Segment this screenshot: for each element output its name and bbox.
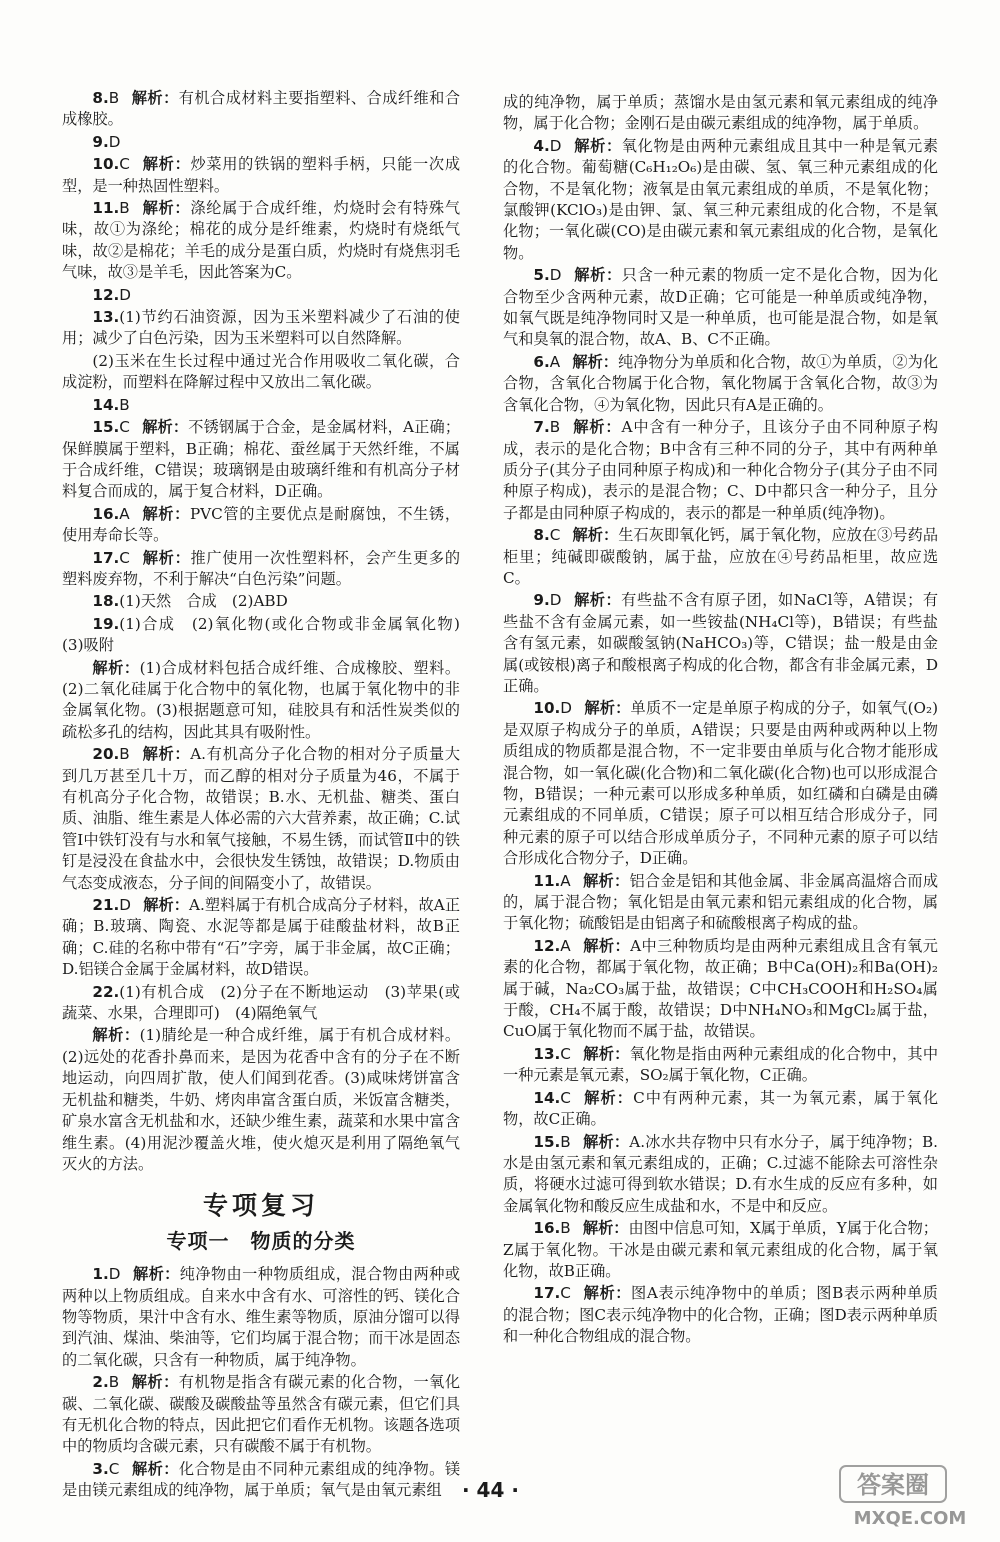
item-text: 纯净物由一种物质组成，混合物由两种或两种以上物质组成。自来水中含有水、可溶性的钙、镁化合物等物质，果汁中含有水、维生素等物质，原油分馏可以得到汽油、煤油、柴油等，它们均属于混合物；而干冰是固态的二氧化碳，只含有一种物质，属于纯净物。 bbox=[62, 1265, 461, 1369]
answer-item bbox=[503, 136, 938, 264]
item-text: A中三种物质均是由两种元素组成且含有氧元素的化合物，都属于氧化物，故正确；B中Ca(OH)₂和Ba(OH)₂属于碱，Na₂CO₃属于盐，故错误；C中CH₃COOH和H₂SO₄属于酸，CH₄不属于酸，故错误；D中NH₄NO₃和MgCl₂属于盐，CuO属于氧化物而不属于盐，故错误。 bbox=[503, 936, 938, 1041]
item-answer: C bbox=[549, 526, 561, 545]
answer-item bbox=[62, 154, 460, 197]
item-answer: C bbox=[108, 1459, 120, 1478]
item-answer: D bbox=[108, 132, 121, 151]
item-label: 解析： bbox=[573, 591, 622, 610]
section-title: 专项复习 bbox=[202, 1191, 319, 1221]
item-text: 有机合成材料主要指塑料、合成纤维和合成橡胶。 bbox=[62, 89, 461, 129]
item-number: 17. bbox=[92, 548, 120, 567]
answer-item bbox=[503, 1218, 938, 1282]
item-number: 12. bbox=[92, 285, 120, 304]
item-number: 9. bbox=[533, 591, 550, 610]
answer-item bbox=[62, 88, 460, 131]
item-text: PVC管的主要优点是耐腐蚀，不生锈，使用寿命长等。 bbox=[62, 504, 461, 545]
item-label: 解析： bbox=[92, 658, 140, 677]
item-text: 化合物是由不同种元素组成的纯净物。镁是由镁元素组成的纯净物，属于单质；氧气是由氧元素组 bbox=[62, 1459, 461, 1500]
item-text: A.有机高分子化合物的相对分子质量大到几万甚至几十万，而乙醇的相对分子质量为46，不属于有机高分子化合物，故错误；B.水、无机盐、糖类、蛋白质、油脂、维生素是人体必需的六大营养素，故正确；C.试管Ⅰ中铁钉没有与水和氧气接触，不易生锈，而试管Ⅱ中的铁钉是浸没在食盐水中，会很快发生锈蚀，故错误；D.物质由气态变成液态，分子间的间隔变小了，故错误。 bbox=[62, 745, 461, 892]
item-text: 生石灰即氧化钙，属于氧化物，应放在③号药品柜里；纯碱即碳酸钠，属于盐，应放在④号药品柜里，故应选C。 bbox=[503, 526, 939, 587]
item-answer: D bbox=[119, 896, 131, 915]
item-text: 涤纶属于合成纤维，灼烧时会有特殊气味，故①为涤纶；棉花的成分是纤维素，灼烧时有烧纸气味，故②是棉花；羊毛的成分是蛋白质，灼烧时有烧焦羽毛气味，故③是羊毛，因此答案为C。 bbox=[62, 199, 460, 282]
subsection-title: 专项一 物质的分类 bbox=[166, 1228, 356, 1253]
item-answer: C bbox=[560, 1044, 571, 1063]
item-label: 解析： bbox=[582, 871, 630, 890]
item-number: 10. bbox=[533, 699, 561, 718]
item-text: A.塑料属于有机合成高分子材料，故A正确；B.玻璃、陶瓷、水泥等都是属于硅酸盐材料，故B正确；C.硅的名称中带有“石”字旁，属于非金属，故C正确；D.铝镁合金属于金属材料，故D错误。 bbox=[62, 896, 461, 979]
item-label: 解析： bbox=[143, 896, 190, 915]
item-text: 有些盐不含有原子团，如NaCl等，A错误；有些盐不含有金属元素，如一些铵盐(NH₄Cl等)，B错误；有些盐含有氢元素，如碳酸氢钠(NaHCO₃)等，C错误；盐一般是由金属(或铵根)离子和酸根离子构成的化合物，都含有非金属元素，D正确。 bbox=[503, 591, 939, 695]
answer-item bbox=[62, 132, 460, 153]
item-number: 16. bbox=[533, 1219, 561, 1238]
item-number: 3. bbox=[92, 1459, 109, 1478]
item-answer: A bbox=[119, 504, 130, 523]
watermark-url: MXQE.COM bbox=[853, 1508, 967, 1529]
left-column bbox=[62, 88, 476, 1503]
item-label: 解析： bbox=[141, 504, 190, 523]
item-label: 解析： bbox=[582, 1132, 630, 1151]
item-answer: B bbox=[108, 89, 120, 107]
item-answer: B bbox=[119, 199, 130, 218]
item-answer: C bbox=[560, 1284, 571, 1303]
item-number: 20. bbox=[92, 745, 120, 764]
item-number: 8. bbox=[533, 526, 550, 545]
item-label: 解析： bbox=[572, 352, 619, 371]
item-number: 8. bbox=[92, 89, 109, 107]
answer-item bbox=[503, 265, 938, 351]
item-label: 解析： bbox=[572, 526, 619, 545]
answer-item bbox=[503, 92, 938, 135]
item-answer: D bbox=[108, 1265, 121, 1284]
item-number: 10. bbox=[92, 155, 120, 174]
answer-item bbox=[503, 417, 938, 524]
item-answer: C bbox=[119, 548, 130, 567]
item-number: 13. bbox=[92, 308, 120, 327]
item-label: 解析： bbox=[142, 548, 191, 567]
answer-item bbox=[62, 1459, 460, 1502]
item-answer: B bbox=[108, 1373, 120, 1392]
item-text: 铝合金是铝和其他金属、非金属高温熔合而成的，属于混合物；氧化铝是由氧元素和铝元素组成的化合物，属于氧化物；硫酸铝是由铝离子和硫酸根离子构成的盐。 bbox=[503, 871, 939, 933]
item-number: 2. bbox=[92, 1373, 109, 1392]
item-number: 11. bbox=[92, 199, 120, 218]
item-answer: D bbox=[119, 285, 131, 304]
item-text: 氧化物是由两种元素组成且其中一种是氧元素的化合物。葡萄糖(C₆H₁₂O₆)是由碳、氢、氧三种元素组成的化合物，不是氧化物；液氧是由氧元素组成的单质，不是氧化物；氯酸钾(KClO₃)是由钾、氯、氧三种元素组成的化合物，不是氧化物；一氧化碳(CO)是由碳元素和氧元素组成的化合物，是氧化物。 bbox=[503, 136, 938, 262]
item-number: 5. bbox=[533, 266, 550, 285]
item-text: (1)天然 合成 (2)ABD bbox=[119, 592, 288, 611]
item-answer: D bbox=[549, 136, 562, 155]
item-label: 解析： bbox=[572, 418, 622, 437]
item-text: 图A表示纯净物中的单质；图B表示两种单质的混合物；图C表示纯净物中的化合物，正确；图D表示两种单质和一种化合物组成的混合物。 bbox=[503, 1284, 938, 1346]
watermark-logo bbox=[836, 1462, 986, 1532]
answer-item bbox=[503, 590, 938, 697]
item-answer: C bbox=[119, 155, 130, 174]
item-answer: D bbox=[549, 591, 562, 610]
item-number: 16. bbox=[92, 504, 120, 523]
answer-item bbox=[503, 871, 938, 935]
item-text: (1)合成材料包括合成纤维、合成橡胶、塑料。(2)二氧化硅属于化合物中的氧化物，也属于氧化物中的非金属氧化物。(3)根据题意可知，硅胶具有和活性炭类似的疏松多孔的结构，因此其具有吸附性。 bbox=[62, 658, 461, 741]
item-number: 14. bbox=[533, 1088, 561, 1107]
answer-item bbox=[62, 1264, 460, 1371]
answer-item bbox=[503, 1283, 938, 1347]
item-label: 解析： bbox=[582, 936, 631, 955]
item-text: A.冰水共存物中只有水分子，属于纯净物；B.水是由氢元素和氧元素组成的，正确；C.过滤不能除去可溶性杂质，将硬水过滤可得到软水错误；D.有水生成的反应有多种，如金属氧化物和酸反应生成盐和水，不是中和反应。 bbox=[503, 1132, 939, 1215]
answer-item bbox=[62, 744, 460, 894]
item-answer: C bbox=[560, 1088, 571, 1107]
item-label: 解析： bbox=[582, 1219, 629, 1238]
item-number: 18. bbox=[92, 592, 120, 611]
item-label: 解析： bbox=[131, 1373, 179, 1392]
answer-item bbox=[503, 936, 938, 1043]
item-number: 15. bbox=[92, 418, 120, 437]
item-number: 15. bbox=[533, 1132, 561, 1151]
item-label: 解析： bbox=[583, 1044, 630, 1063]
item-text: 氧化物是指由两种元素组成的化合物中，其中一种元素是氧元素，SO₂属于氧化物，C正确。 bbox=[503, 1044, 939, 1085]
item-number: 7. bbox=[533, 418, 550, 437]
item-number: 14. bbox=[92, 395, 120, 414]
item-label: 解析： bbox=[131, 89, 179, 107]
item-text: C中有两种元素，其一为氧元素，属于氧化物，故C正确。 bbox=[503, 1088, 939, 1129]
answer-item bbox=[62, 1025, 460, 1175]
answer-item bbox=[503, 1132, 938, 1218]
item-number: 21. bbox=[92, 896, 120, 915]
item-text: (1)腈纶是一种合成纤维，属于有机合成材料。(2)远处的花香扑鼻而来，是因为花香中含有的分子在不断地运动，向四周扩散，使人们闻到花香。(3)咸味烤饼富含无机盐和糖类，牛奶、烤肉串富含蛋白质，米饭富含糖类，矿泉水富含无机盐和水，还缺少维生素，蔬菜和水果中富含维生素。(4)用泥沙覆盖火堆，使火熄灭是利用了隔绝氧气灭火的方法。 bbox=[62, 1026, 461, 1173]
item-label: 解析： bbox=[142, 155, 191, 174]
item-text: (2)玉米在生长过程中通过光合作用吸收二氧化碳，合成淀粉，而塑料在降解过程中又放出二氧化碳。 bbox=[62, 351, 460, 392]
item-number: 1. bbox=[92, 1265, 109, 1284]
item-label: 解析： bbox=[573, 136, 622, 155]
item-text: 单质不一定是单原子构成的分子，如氧气(O₂)是双原子构成分子的单质，A错误；只要是由两种或两种以上物质组成的物质都是混合物，不一定非要由单质与化合物才能形成混合物，如一氧化碳(化合物)和二氧化碳(化合物)也可以形成混合物，B错误；一种元素可以形成多种单质，如红磷和白磷是由磷元素组成的不同单质，C错误；原子可以相互结合形成分子，同种元素的原子可以结合形成单质分子，不同种元素的原子可以结合形成化合物分子，D正确。 bbox=[503, 699, 939, 868]
item-text: 炒菜用的铁锅的塑料手柄，只能一次成型，是一种热固性塑料。 bbox=[62, 155, 461, 195]
answer-item bbox=[503, 1088, 938, 1131]
item-text: 不锈钢属于合金，是金属材料，A正确；保鲜膜属于塑料，B正确；棉花、蚕丝属于天然纤维，不属于合成纤维，C错误；玻璃钢是由玻璃纤维和有机高分子材料复合而成的，属于复合材料，D正确。 bbox=[62, 418, 461, 501]
answer-item bbox=[503, 698, 938, 869]
item-number: 12. bbox=[533, 936, 561, 955]
answer-item bbox=[62, 895, 460, 981]
item-number: 22. bbox=[92, 982, 120, 1001]
item-label: 解析： bbox=[583, 1088, 634, 1107]
item-answer: B bbox=[560, 1219, 571, 1238]
answer-item bbox=[503, 1044, 938, 1087]
answer-item bbox=[62, 548, 460, 591]
item-answer: B bbox=[549, 418, 561, 437]
item-number: 11. bbox=[533, 871, 561, 890]
answer-item bbox=[62, 351, 460, 394]
item-text: 成的纯净物，属于单质；蒸馏水是由氢元素和氧元素组成的纯净物，属于化合物；金刚石是由碳元素组成的纯净物，属于单质。 bbox=[503, 93, 938, 133]
item-label: 解析： bbox=[584, 699, 631, 718]
item-label: 解析： bbox=[142, 418, 189, 437]
item-text: (1)节约石油资源，因为玉米塑料减少了石油的使用；减少了白色污染，因为玉米塑料可以自然降解。 bbox=[62, 308, 460, 348]
answer-item bbox=[62, 658, 460, 744]
watermark-text: 答案圈 bbox=[857, 1471, 929, 1499]
item-answer: B bbox=[119, 395, 130, 414]
item-label: 解析： bbox=[573, 266, 622, 285]
item-text: 由图中信息可知，X属于单质，Y属于化合物；Z属于氧化物。干冰是由碳元素和氧元素组成的化合物，属于氧化物，故B正确。 bbox=[503, 1219, 938, 1280]
item-text: (1)有机合成 (2)分子在不断地运动 (3)苹果(或蔬菜、水果，合理即可) (4)隔绝氧气 bbox=[62, 982, 460, 1023]
item-number: 4. bbox=[533, 136, 550, 155]
item-answer: A bbox=[560, 936, 571, 955]
item-answer: A bbox=[560, 871, 571, 890]
item-number: 17. bbox=[533, 1284, 561, 1303]
item-text: A中含有一种分子，且该分子由不同种原子构成，表示的是化合物；B中含有三种不同的分子，其中有两种单质分子(其分子由同种原子构成)和一种化合物分子(其分子由不同种原子构成)，表示的是混合物；C、D中都只含一种分子，且分子都是由同种原子构成的，表示的都是一种单质(纯净物)。 bbox=[503, 418, 939, 522]
item-text: 推广使用一次性塑料杯，会产生更多的塑料废弃物，不利于解决“白色污染”问题。 bbox=[62, 548, 461, 588]
answer-item bbox=[62, 982, 460, 1025]
item-number: 6. bbox=[533, 352, 550, 371]
item-number: 13. bbox=[533, 1044, 561, 1063]
item-answer: A bbox=[549, 352, 561, 371]
answer-item bbox=[62, 591, 460, 612]
answer-item bbox=[62, 395, 460, 416]
answer-item bbox=[62, 417, 460, 503]
item-label: 解析： bbox=[583, 1284, 632, 1303]
item-number: 9. bbox=[92, 132, 109, 151]
item-label: 解析： bbox=[132, 1265, 180, 1284]
item-answer: D bbox=[549, 266, 562, 285]
item-label: 解析： bbox=[131, 1459, 179, 1478]
answer-item bbox=[62, 1372, 460, 1458]
right-column bbox=[503, 92, 938, 1349]
answer-item bbox=[62, 285, 460, 306]
item-text: 纯净物分为单质和化合物，故①为单质，②为化合物，含氧化合物属于化合物，氧化物属于含氧化合物，故③为含氧化合物，④为氧化物，因此只有A是正确的。 bbox=[503, 352, 938, 414]
page-number: · 44 · bbox=[462, 1478, 519, 1502]
item-label: 解析： bbox=[92, 1026, 140, 1045]
item-label: 解析： bbox=[141, 745, 191, 764]
answer-item bbox=[62, 198, 460, 284]
item-answer: C bbox=[119, 418, 130, 437]
item-text: 有机物是指含有碳元素的化合物，一氧化碳、二氧化碳、碳酸及碳酸盐等虽然含有碳元素，但它们具有无机化合物的特点，因此把它们看作无机物。该题各选项中的物质均含碳元素，只有碳酸不属于有机物。 bbox=[62, 1373, 461, 1456]
item-answer: D bbox=[560, 699, 572, 718]
item-answer: B bbox=[119, 745, 130, 764]
item-text: (1)合成 (2)氧化物(或化合物或非金属氧化物) (3)吸附 bbox=[62, 614, 476, 655]
answer-item bbox=[62, 307, 460, 350]
answer-item bbox=[503, 352, 938, 416]
answer-item bbox=[503, 525, 938, 589]
item-text: 只含一种元素的物质一定不是化合物，因为化合物至少含两种元素，故D正确；它可能是一种单质或纯净物，如氧气既是纯净物同时又是一种单质，也可能是混合物，如是氧气和臭氧的混合物，故A、B、C不正确。 bbox=[503, 266, 938, 349]
answer-item bbox=[62, 614, 476, 657]
item-answer: B bbox=[560, 1132, 571, 1151]
item-number: 19. bbox=[92, 614, 120, 633]
item-label: 解析： bbox=[141, 199, 191, 218]
answer-item bbox=[62, 504, 460, 547]
